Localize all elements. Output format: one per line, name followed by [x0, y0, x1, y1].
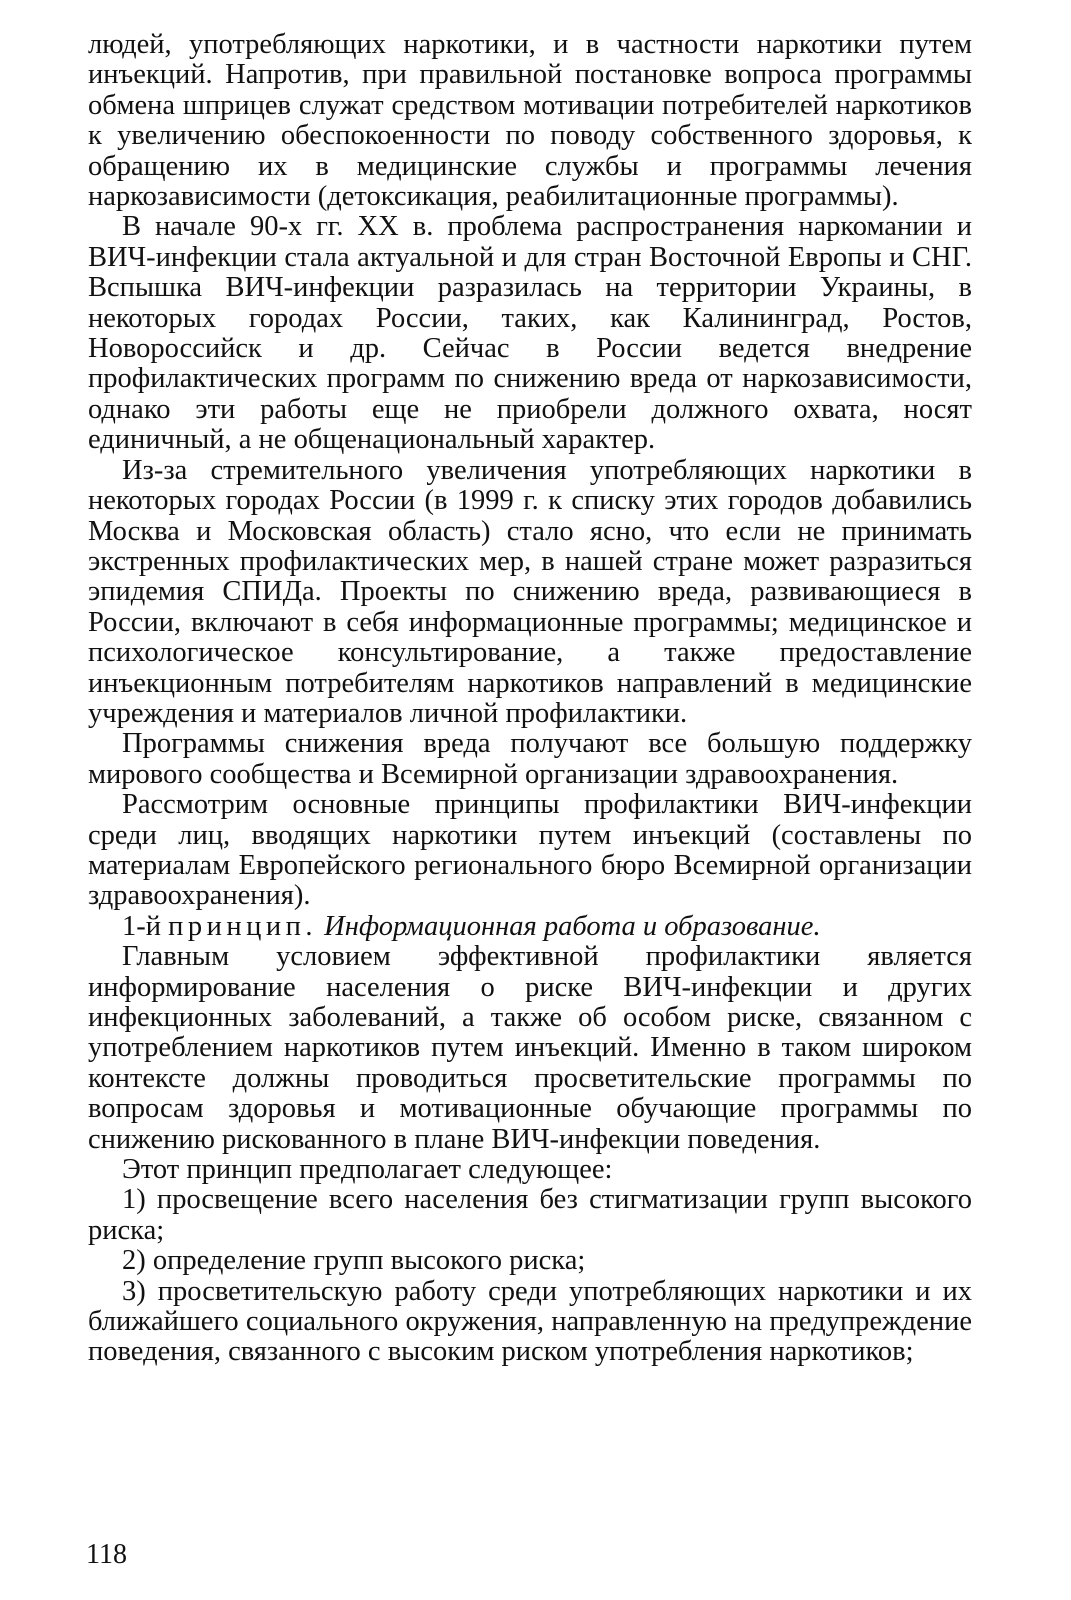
page-number: 118 [86, 1539, 127, 1570]
paragraph-3: Из-за стремительного увеличения употребляющих наркотики в некоторых городах России (в 1999 г. к списку этих городов добавились Москва и Московская область) стало ясно, что если не принимать экстренных профилактических мер, в нашей стране может разразиться эпидемия СПИДа. Проекты по снижению вреда, развивающиеся в России, включают в себя информационные программы; медицинское и психологическое консультирование, а также предоставление инъекционным потребителям наркотиков направлений в медицинские учреждения и материалов личной профилактики. [88, 454, 972, 729]
page-body [88, 30, 972, 1368]
principle-title: Информационная работа и образование. [324, 910, 821, 942]
paragraph-4: Программы снижения вреда получают все большую поддержку мирового сообщества и Всемирной организации здравоохранения. [88, 728, 972, 790]
paragraph-2: В начале 90-х гг. XX в. проблема распространения наркомании и ВИЧ-инфекции стала актуальной и для стран Восточной Европы и СНГ. Вспышка ВИЧ-инфекции разразилась на территории Украины, в некоторых городах России, таких, как Калининград, Ростов, Новороссийск и др. Сейчас в России ведется внедрение профилактических программ по снижению вреда от наркозависимости, однако эти работы еще не приобрели должного охвата, носят единичный, а не общенациональный характер. [88, 211, 972, 456]
principle-number: 1-й [122, 910, 161, 942]
list-item-2: 2) определение групп высокого риска; [122, 1245, 586, 1277]
paragraph-6: Главным условием эффективной профилактики является информирование населения о риске ВИЧ-инфекции и других инфекционных заболеваний, а также об особом риске, связанном с употреблением наркотиков путем инъекций. Именно в таком широком контексте должны проводиться просветительские программы по вопросам здоровья и мотивационные обучающие программы по снижению рискованного в плане ВИЧ-инфекции поведения. [88, 941, 972, 1155]
paragraph-1: людей, употребляющих наркотики, и в частности наркотики путем инъекций. Напротив, при правильной постановке вопроса программы обмена шприцев служат средством мотивации потребителей наркотиков к увеличению обеспокоенности по поводу собственного здоровья, к обращению их в медицинские службы и программы лечения наркозависимости (детоксикация, реабилитационные программы). [88, 29, 972, 213]
principle-heading [88, 912, 972, 942]
paragraph-7: Этот принцип предполагает следующее: [122, 1154, 613, 1186]
list-item-1: 1) просвещение всего населения без стигматизации групп высокого риска; [88, 1184, 972, 1246]
paragraph-5: Рассмотрим основные принципы профилактики ВИЧ-инфекции среди лиц, вводящих наркотики путем инъекций (составлены по материалам Европейского регионального бюро Всемирной организации здравоохранения). [88, 789, 972, 912]
list-item-3: 3) просветительскую работу среди употребляющих наркотики и их ближайшего социального окружения, направленную на предупреждение поведения, связанного с высоким риском употребления наркотиков; [88, 1275, 972, 1368]
principle-word: принцип. [168, 910, 318, 942]
